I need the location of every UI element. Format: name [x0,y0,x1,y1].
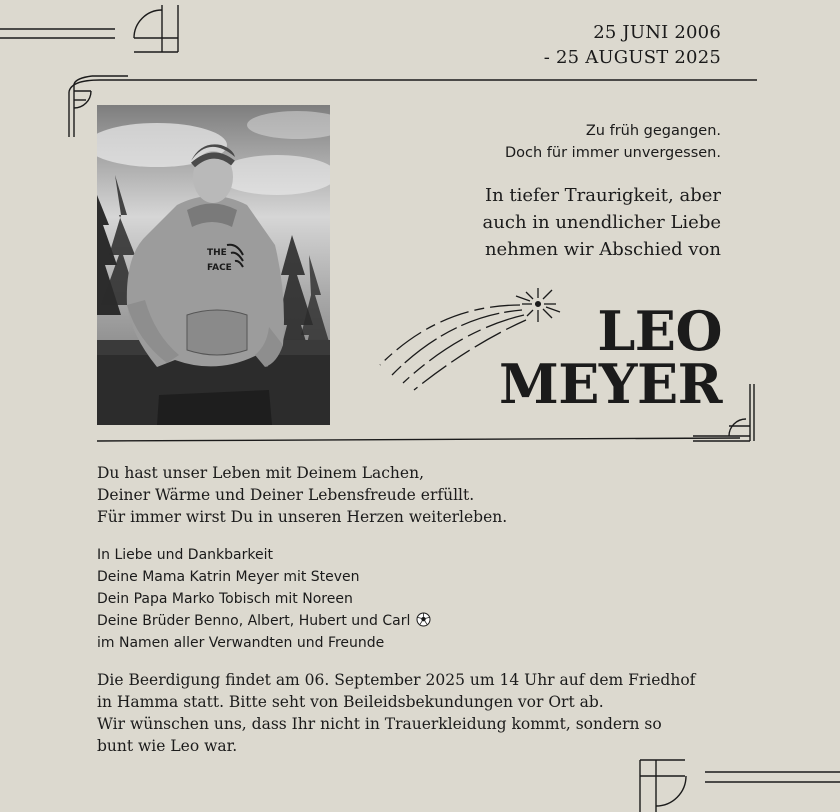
funeral-line: bunt wie Leo war. [97,737,238,755]
intro-text [483,182,721,263]
funeral-line: in Hamma statt. Bitte seht von Beileidsbekundungen vor Ort ab. [97,693,604,711]
funeral-line: Die Beerdigung findet am 06. September 2025 um 14 Uhr auf dem Friedhof [97,671,696,689]
portrait-photo [97,105,330,425]
verse-line: Deiner Wärme und Deiner Lebensfreude erfüllt. [97,486,475,504]
verse-line: Du hast unser Leben mit Deinem Lachen, [97,464,424,482]
funeral-info [97,669,777,757]
birth-date: 25 JUNI 2006 [593,22,721,43]
family-line-brothers [97,610,431,632]
tagline [505,120,721,164]
family-line: In Liebe und Dankbarkeit [97,547,273,563]
portrait-image [97,105,330,425]
soccer-ball-icon [416,612,431,627]
family-line: Deine Mama Katrin Meyer mit Steven [97,569,360,585]
last-name: MEYER [498,352,722,416]
death-date: - 25 AUGUST 2025 [543,47,721,68]
tagline-line: Zu früh gegangen. [585,123,721,139]
first-name: LEO [597,299,722,363]
funeral-line: Wir wünschen uns, dass Ihr nicht in Trauerkleidung kommt, sondern so [97,715,662,733]
shirt-logo-top: THE [207,248,227,258]
life-dates [544,20,721,70]
bottom-right-ornament [640,760,840,812]
family-line: Dein Papa Marko Tobisch mit Noreen [97,591,353,607]
intro-line: nehmen wir Abschied von [484,239,721,260]
family-signatures [97,544,431,654]
top-left-ornament [0,5,178,52]
deceased-name [498,299,722,416]
intro-line: auch in unendlicher Liebe [482,212,721,233]
family-line: Deine Brüder Benno, Albert, Hubert und Carl [97,613,411,629]
tagline-line: Doch für immer unvergessen. [505,145,721,161]
intro-line: In tiefer Traurigkeit, aber [484,185,721,206]
memorial-verse [97,462,507,528]
family-line: im Namen aller Verwandten und Freunde [97,635,385,651]
shirt-logo-bottom: FACE [207,263,232,273]
verse-line: Für immer wirst Du in unseren Herzen weiterleben. [97,508,508,526]
